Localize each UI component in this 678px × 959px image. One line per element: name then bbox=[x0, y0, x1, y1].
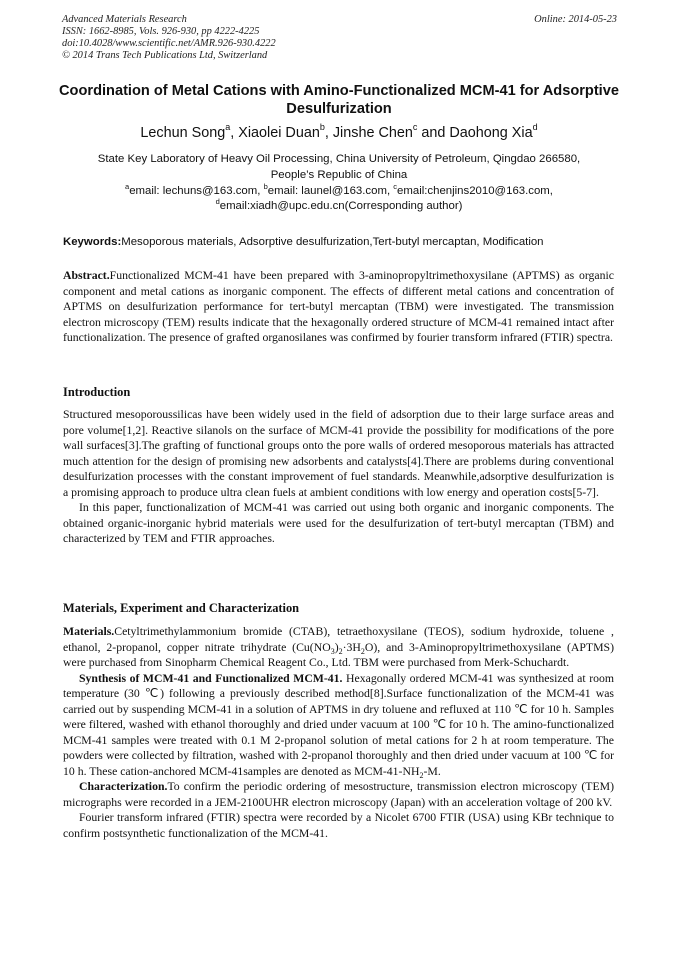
doi-line: doi:10.4028/www.scientific.net/AMR.926-930.4222 bbox=[62, 38, 276, 49]
abstract-text: Functionalized MCM-41 have been prepared with 3-aminopropyltrimethoxysilane (APTMS) as organic component and metal cations as inorganic component. The effects of different metal cations and concentration of APTMS on desulfurization performance for tert-butyl mercaptan (TBM) were investigated. The transmission electron microscopy (TEM) results indicate that the hexagonally ordered structure of MCM-41 remained intact after functionalization. The presence of grafted organosilanes was confirmed by fourier transform infrared (FTIR) spectra. bbox=[63, 269, 614, 344]
paper-title: Coordination of Metal Cations with Amino-Functionalized MCM-41 for Adsorptive Desulfurization bbox=[59, 83, 619, 117]
synthesis-text: -M. bbox=[423, 764, 441, 778]
email-mark: c bbox=[393, 182, 398, 191]
abstract bbox=[63, 268, 614, 346]
keywords bbox=[63, 235, 623, 249]
paragraph: In this paper, functionalization of MCM-41 was carried out using both organic and inorganic components. The obtained organic-inorganic hybrid materials were used for the desulfurization of tert-butyl mercaptan (TBM) and characterized by TEM and FTIR approaches. bbox=[63, 501, 614, 545]
synthesis-text: Hexagonally ordered MCM-41 was synthesized at room temperature (30 ℃) following a previously described method[8].Surface functionalization of the MCM-41 was carried out by suspending MCM-41 in a solution of APTMS in dry toluene and refluxed at 110 ℃ for 10 h. Samples were filtered, washed with ethanol thoroughly and dried under vacuum at 100 ℃ for 10 h. The amino-functionalized MCM-41 samples were treated with 0.1 M 2-propanol solution of metal cations for 2 h at room temperature. The powders were collected by filtration, washed with 2-propanol thoroughly and then dried under vacuum at 100 ℃ for 10 h. These cation-anchored MCM-41samples are denoted as MCM-41-NH bbox=[63, 671, 615, 778]
email-address[interactable]: email:chenjins2010@163.com, bbox=[397, 185, 553, 197]
introduction-body bbox=[63, 407, 614, 547]
email-mark: a bbox=[125, 182, 130, 191]
affiliation bbox=[55, 152, 623, 183]
online-date: Online: 2014-05-23 bbox=[534, 14, 617, 25]
author-mark: a bbox=[225, 122, 231, 132]
copyright-line: © 2014 Trans Tech Publications Ltd, Switzerland bbox=[62, 50, 268, 61]
characterization-label: Characterization. bbox=[79, 780, 168, 793]
paragraph: Fourier transform infrared (FTIR) spectra were recorded by a Nicolet 6700 FTIR (USA) using KBr technique to confirm postsynthetic functionalization of the MCM-41. bbox=[63, 811, 614, 840]
subscript: 3 bbox=[330, 646, 335, 656]
author-mark: d bbox=[532, 122, 538, 132]
author-name: Lechun Song bbox=[140, 125, 226, 141]
author-mark: c bbox=[412, 122, 418, 132]
materials-text: ) bbox=[334, 640, 339, 654]
journal-name: Advanced Materials Research bbox=[62, 14, 187, 25]
affiliation-line: State Key Laboratory of Heavy Oil Processing, China University of Petroleum, Qingdao 266580, bbox=[97, 153, 581, 165]
subscript: 2 bbox=[419, 770, 424, 780]
synthesis-label: Synthesis of MCM-41 and Functionalized MCM-41. bbox=[79, 671, 343, 685]
issn-line: ISSN: 1662-8985, Vols. 926-930, pp 4222-4225 bbox=[62, 26, 260, 37]
author-list bbox=[40, 124, 638, 142]
email-mark: d bbox=[215, 196, 220, 206]
paragraph: Structured mesoporoussilicas have been widely used in the field of adsorption due to their large surface areas and pore volume[1,2]. Reactive silanols on the surface of MCM-41 provide the possibility for modifications of the pore wall surfaces[3].The grafting of functional groups onto the pore walls of ordered mesoporous materials has attracted much attention for the design of promising new adsorbents and catalysts[4].There are problems during conventional desulfurization processes with the constant improvement of fuel standards. Meanwhile,adsorptive desulfurization is a promising approach to produce ultra clean fuels at ambient conditions with low energy and operation costs[5-7]. bbox=[63, 408, 614, 499]
author-separator: , bbox=[230, 125, 239, 141]
author-separator: and bbox=[417, 125, 450, 141]
paragraph bbox=[63, 624, 614, 671]
materials-label: Materials. bbox=[63, 625, 115, 638]
email-address[interactable]: email:xiadh@upc.edu.cn(Corresponding author) bbox=[219, 199, 463, 212]
materials-text: O), and 3-Aminopropyltrimethoxysilane (APTMS) were purchased from Sinopharm Chemical Reagent Co., Ltd. TBM were purchased from Merk-Schuchardt. bbox=[63, 640, 614, 669]
paragraph bbox=[63, 779, 614, 810]
characterization-text: To confirm the periodic ordering of mesostructure, transmission electron microscopy (TEM) micrographs were recorded in a JEM-2100UHR electron microscopy (Japan) with an acceleration voltage of 200 kV. bbox=[63, 780, 614, 809]
subscript: 2 bbox=[338, 646, 343, 656]
author-mark: b bbox=[319, 122, 325, 132]
subscript: 2 bbox=[360, 646, 365, 656]
email-address[interactable]: email: launel@163.com, bbox=[267, 185, 394, 197]
section-heading-introduction: Introduction bbox=[63, 385, 131, 399]
author-name: Jinshe Chen bbox=[332, 125, 413, 141]
author-name: Daohong Xia bbox=[449, 125, 533, 141]
author-separator: , bbox=[324, 125, 333, 141]
keywords-label: Keywords: bbox=[63, 236, 122, 248]
section-heading-methods: Materials, Experiment and Characterization bbox=[63, 601, 300, 615]
author-name: Xiaolei Duan bbox=[238, 125, 320, 141]
keywords-text: Mesoporous materials, Adsorptive desulfurization,Tert-butyl mercaptan, Modification bbox=[121, 236, 544, 248]
email-mark: b bbox=[263, 182, 268, 191]
paragraph bbox=[63, 671, 614, 780]
abstract-label: Abstract. bbox=[63, 269, 110, 282]
author-emails bbox=[55, 184, 623, 213]
affiliation-line: People’s Republic of China bbox=[270, 168, 408, 181]
email-address[interactable]: email: lechuns@163.com, bbox=[129, 185, 264, 197]
materials-text: Cetyltrimethylammonium bromide (CTAB), tetraethoxysilane (TEOS), sodium hydroxide, toluene , ethanol, 2-propanol, copper nitrate trihydrate (Cu(NO bbox=[63, 625, 614, 654]
materials-text: ·3H bbox=[342, 640, 361, 654]
methods-body bbox=[63, 624, 614, 841]
journal-header bbox=[62, 14, 617, 62]
